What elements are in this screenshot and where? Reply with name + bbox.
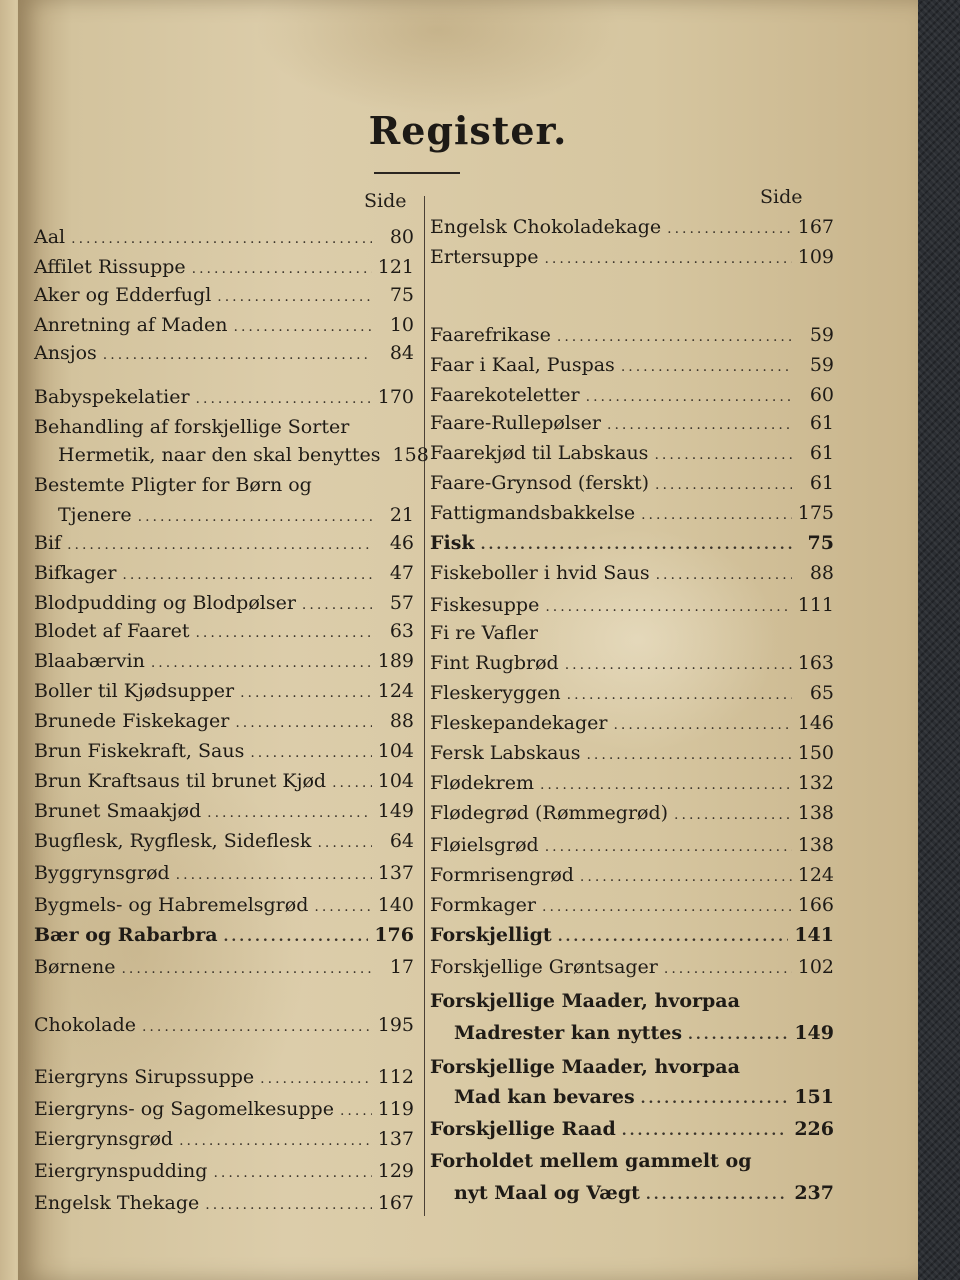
entry-page-number: 124 <box>797 864 834 886</box>
left-index-entry <box>34 894 414 922</box>
right-index-entry <box>430 216 834 244</box>
dot-leader <box>151 655 372 671</box>
left-index-entry <box>34 924 414 952</box>
right-index-entry <box>430 682 834 710</box>
left-index-entry <box>34 620 414 648</box>
entry-title: Blodpudding og Blodpølser <box>34 592 296 614</box>
entry-title: Flødegrød (Rømmegrød) <box>430 802 669 824</box>
entry-title: Fint Rugbrød <box>430 652 559 674</box>
entry-page-number: 195 <box>377 1014 414 1036</box>
page-title: Register. <box>368 108 568 153</box>
right-index-entry <box>430 834 834 862</box>
entry-title: Affilet Rissuppe <box>34 256 186 278</box>
entry-title: Boller til Kjødsupper <box>34 680 235 702</box>
entry-page-number: 60 <box>809 384 834 406</box>
entry-title: Mad kan bevares <box>454 1086 635 1108</box>
dot-leader <box>664 961 792 977</box>
left-index-entry <box>34 1098 414 1126</box>
entry-page-number: 88 <box>809 562 834 584</box>
entry-title: Flødekrem <box>430 772 534 794</box>
dot-leader <box>103 347 372 363</box>
dot-leader <box>667 221 792 237</box>
left-index-entry <box>34 256 414 284</box>
entry-title: Fiskesuppe <box>430 594 540 616</box>
right-index-entry <box>430 354 834 382</box>
entry-title: Fersk Labskaus <box>430 742 581 764</box>
side-header-left: Side <box>364 190 407 212</box>
left-index-entry <box>34 710 414 738</box>
left-index-entry <box>34 680 414 708</box>
dot-leader <box>234 319 373 335</box>
entry-page-number: 75 <box>807 532 834 554</box>
dot-leader <box>557 329 792 345</box>
entry-title: Engelsk Chokoladekage <box>430 216 662 238</box>
entry-title: Chokolade <box>34 1014 136 1036</box>
entry-page-number: 189 <box>377 650 414 672</box>
dot-leader <box>613 717 791 733</box>
right-index-entry <box>430 924 834 952</box>
entry-page-number: 64 <box>389 830 414 852</box>
right-index-entry <box>430 1182 834 1210</box>
left-index-entry <box>34 474 414 502</box>
entry-title: Ansjos <box>34 342 97 364</box>
dot-leader <box>179 1133 372 1149</box>
entry-page-number: 163 <box>797 652 834 674</box>
dot-leader <box>586 389 792 405</box>
entry-title: Hermetik, naar den skal benyttes <box>58 444 381 466</box>
entry-page-number: 166 <box>797 894 834 916</box>
right-index-entry <box>430 502 834 530</box>
entry-title: Fi re Vafler <box>430 622 538 644</box>
dot-leader <box>674 807 792 823</box>
entry-page-number: 63 <box>389 620 414 642</box>
dot-leader <box>224 929 369 945</box>
entry-page-number: 137 <box>377 862 414 884</box>
entry-title: Faare-Grynsod (ferskt) <box>430 472 650 494</box>
entry-page-number: 17 <box>389 956 414 978</box>
left-index-entry <box>34 1014 414 1042</box>
entry-title: Bugflesk, Rygflesk, Sideflesk <box>34 830 312 852</box>
dot-leader <box>607 417 792 433</box>
dot-leader <box>196 391 372 407</box>
dot-leader <box>207 805 372 821</box>
entry-page-number: 167 <box>377 1192 414 1214</box>
dot-leader <box>654 447 792 463</box>
left-index-entry <box>34 314 414 342</box>
entry-title: Babyspekelatier <box>34 386 190 408</box>
entry-page-number: 119 <box>377 1098 414 1120</box>
left-index-entry <box>34 800 414 828</box>
entry-title: Bestemte Pligter for Børn og <box>34 474 312 496</box>
dot-leader <box>567 687 792 703</box>
right-index-entry <box>430 384 834 412</box>
entry-title: Brunet Smaakjød <box>34 800 202 822</box>
entry-page-number: 149 <box>377 800 414 822</box>
entry-title: Fleskeryggen <box>430 682 561 704</box>
entry-title: Brun Fiskekraft, Saus <box>34 740 245 762</box>
left-index-entry <box>34 226 414 254</box>
right-index-entry <box>430 652 834 680</box>
entry-title: Behandling af forskjellige Sorter <box>34 416 350 438</box>
left-index-entry <box>34 740 414 768</box>
dot-leader <box>544 251 791 267</box>
right-index-entry <box>430 864 834 892</box>
entry-title: Forskjellige Maader, hvorpaa <box>430 990 740 1012</box>
book-page <box>18 0 918 1280</box>
entry-title: Engelsk Thekage <box>34 1192 200 1214</box>
right-index-entry <box>430 622 834 650</box>
entry-page-number: 80 <box>389 226 414 248</box>
dot-leader <box>122 567 372 583</box>
left-index-entry <box>34 1160 414 1188</box>
left-index-entry <box>34 532 414 560</box>
entry-title: Fleskepandekager <box>430 712 608 734</box>
entry-title: Brunede Fiskekager <box>34 710 230 732</box>
entry-title: Fiskeboller i hvid Saus <box>430 562 650 584</box>
entry-title: Faar i Kaal, Puspas <box>430 354 615 376</box>
entry-page-number: 61 <box>809 412 834 434</box>
entry-page-number: 47 <box>389 562 414 584</box>
entry-title: Bær og Rabarbra <box>34 924 218 946</box>
entry-page-number: 151 <box>794 1086 834 1108</box>
left-index-entry <box>34 284 414 312</box>
entry-page-number: 176 <box>374 924 414 946</box>
entry-page-number: 57 <box>389 592 414 614</box>
dot-leader <box>176 867 372 883</box>
dot-leader <box>240 685 372 701</box>
dot-leader <box>317 835 372 851</box>
entry-page-number: 21 <box>389 504 414 526</box>
dot-leader <box>580 869 792 885</box>
dot-leader <box>540 777 792 793</box>
entry-title: Madrester kan nyttes <box>454 1022 683 1044</box>
entry-page-number: 59 <box>809 354 834 376</box>
dot-leader <box>641 507 792 523</box>
entry-title: Byggrynsgrød <box>34 862 170 884</box>
left-index-entry <box>34 770 414 798</box>
dot-leader <box>340 1103 372 1119</box>
right-index-entry <box>430 712 834 740</box>
entry-title: Forskjelligt <box>430 924 552 946</box>
entry-title: Eiergrynspudding <box>34 1160 208 1182</box>
dot-leader <box>621 359 792 375</box>
dot-leader <box>67 537 372 553</box>
right-index-entry <box>430 956 834 984</box>
entry-page-number: 150 <box>797 742 834 764</box>
left-index-entry <box>34 416 414 444</box>
dot-leader <box>314 899 371 915</box>
right-index-entry <box>430 990 834 1018</box>
dot-leader <box>205 1197 371 1213</box>
entry-title: Bygmels- og Habremelsgrød <box>34 894 309 916</box>
entry-title: Eiergrynsgrød <box>34 1128 174 1150</box>
right-index-entry <box>430 442 834 470</box>
left-index-entry <box>34 592 414 620</box>
left-index-entry <box>34 650 414 678</box>
right-index-entry <box>430 562 834 590</box>
entry-title: Fattigmandsbakkelse <box>430 502 636 524</box>
dot-leader <box>646 1187 788 1203</box>
entry-title: Faarefrikase <box>430 324 551 346</box>
right-index-entry <box>430 532 834 560</box>
entry-title: Ertersuppe <box>430 246 539 268</box>
entry-page-number: 226 <box>794 1118 834 1140</box>
entry-page-number: 138 <box>797 834 834 856</box>
entry-title: Bifkager <box>34 562 117 584</box>
dot-leader <box>655 477 792 493</box>
entry-title: Faarekjød til Labskaus <box>430 442 649 464</box>
dot-leader <box>656 567 792 583</box>
entry-page-number: 237 <box>794 1182 834 1204</box>
entry-page-number: 104 <box>377 740 414 762</box>
entry-title: Forholdet mellem gammelt og <box>430 1150 752 1172</box>
entry-title: Formrisengrød <box>430 864 574 886</box>
dot-leader <box>586 747 791 763</box>
dot-leader <box>217 289 372 305</box>
entry-title: Forskjellige Maader, hvorpaa <box>430 1056 740 1078</box>
dot-leader <box>565 657 792 673</box>
entry-title: Tjenere <box>58 504 132 526</box>
left-index-entry <box>34 386 414 414</box>
entry-page-number: 75 <box>389 284 414 306</box>
dot-leader <box>302 597 372 613</box>
left-index-entry <box>34 444 429 472</box>
left-index-entry <box>34 862 414 890</box>
entry-page-number: 158 <box>392 444 429 466</box>
dot-leader <box>121 961 372 977</box>
entry-page-number: 140 <box>377 894 414 916</box>
left-index-entry <box>34 1192 414 1220</box>
right-index-entry <box>430 1086 834 1114</box>
entry-page-number: 59 <box>809 324 834 346</box>
entry-page-number: 149 <box>794 1022 834 1044</box>
entry-title: Forskjellige Raad <box>430 1118 616 1140</box>
entry-page-number: 61 <box>809 472 834 494</box>
entry-title: Anretning af Maden <box>34 314 228 336</box>
right-index-entry <box>430 1022 834 1050</box>
dot-leader <box>195 625 372 641</box>
dot-leader <box>71 231 372 247</box>
title-rule <box>374 172 460 174</box>
entry-page-number: 137 <box>377 1128 414 1150</box>
entry-page-number: 132 <box>797 772 834 794</box>
right-index-entry <box>430 742 834 770</box>
entry-page-number: 175 <box>797 502 834 524</box>
right-index-entry <box>430 894 834 922</box>
entry-page-number: 121 <box>377 256 414 278</box>
entry-page-number: 88 <box>389 710 414 732</box>
entry-page-number: 84 <box>389 342 414 364</box>
dot-leader <box>235 715 372 731</box>
entry-title: Aker og Edderfugl <box>34 284 212 306</box>
dot-leader <box>481 537 792 553</box>
dot-leader <box>545 839 792 855</box>
entry-page-number: 104 <box>377 770 414 792</box>
entry-page-number: 65 <box>809 682 834 704</box>
entry-title: Bif <box>34 532 62 554</box>
entry-title: Børnene <box>34 956 116 978</box>
entry-page-number: 102 <box>797 956 834 978</box>
dot-leader <box>622 1123 789 1139</box>
entry-title: Blodet af Faaret <box>34 620 190 642</box>
dot-leader <box>542 899 792 915</box>
entry-title: Forskjellige Grøntsager <box>430 956 658 978</box>
entry-title: Fisk <box>430 532 475 554</box>
dot-leader <box>138 509 372 525</box>
right-index-entry <box>430 772 834 800</box>
right-index-entry <box>430 1150 834 1178</box>
entry-title: Faarekoteletter <box>430 384 580 406</box>
entry-title: Faare-Rullepølser <box>430 412 601 434</box>
entry-page-number: 129 <box>377 1160 414 1182</box>
side-header-right: Side <box>760 186 803 208</box>
entry-page-number: 170 <box>377 386 414 408</box>
left-index-entry <box>34 956 414 984</box>
entry-title: Aal <box>34 226 66 248</box>
right-index-entry <box>430 1056 834 1084</box>
right-index-entry <box>430 324 834 352</box>
right-index-entry <box>430 472 834 500</box>
entry-title: Brun Kraftsaus til brunet Kjød <box>34 770 327 792</box>
entry-title: Eiergryns- og Sagomelkesuppe <box>34 1098 334 1120</box>
entry-page-number: 109 <box>797 246 834 268</box>
right-index-entry <box>430 802 834 830</box>
entry-page-number: 61 <box>809 442 834 464</box>
entry-page-number: 10 <box>389 314 414 336</box>
left-index-entry <box>34 1066 414 1094</box>
entry-page-number: 141 <box>794 924 834 946</box>
entry-page-number: 167 <box>797 216 834 238</box>
left-index-entry <box>34 342 414 370</box>
left-index-entry <box>34 504 414 532</box>
entry-page-number: 111 <box>797 594 834 616</box>
right-index-entry <box>430 594 834 622</box>
column-divider <box>424 196 425 1216</box>
entry-page-number: 46 <box>389 532 414 554</box>
dot-leader <box>250 745 371 761</box>
entry-title: Eiergryns Sirupssuppe <box>34 1066 255 1088</box>
dot-leader <box>332 775 372 791</box>
left-index-entry <box>34 562 414 590</box>
dot-leader <box>688 1027 788 1043</box>
dot-leader <box>558 929 789 945</box>
entry-title: Fløielsgrød <box>430 834 539 856</box>
dot-leader <box>260 1071 372 1087</box>
left-index-entry <box>34 830 414 858</box>
entry-title: nyt Maal og Vægt <box>454 1182 640 1204</box>
dot-leader <box>192 261 372 277</box>
right-index-entry <box>430 246 834 274</box>
right-index-entry <box>430 412 834 440</box>
dot-leader <box>545 599 791 615</box>
entry-page-number: 112 <box>377 1066 414 1088</box>
entry-page-number: 138 <box>797 802 834 824</box>
right-index-entry <box>430 1118 834 1146</box>
dot-leader <box>213 1165 371 1181</box>
left-index-entry <box>34 1128 414 1156</box>
entry-page-number: 124 <box>377 680 414 702</box>
entry-title: Formkager <box>430 894 537 916</box>
dot-leader <box>142 1019 372 1035</box>
entry-page-number: 146 <box>797 712 834 734</box>
dot-leader <box>641 1091 789 1107</box>
entry-title: Blaabærvin <box>34 650 145 672</box>
